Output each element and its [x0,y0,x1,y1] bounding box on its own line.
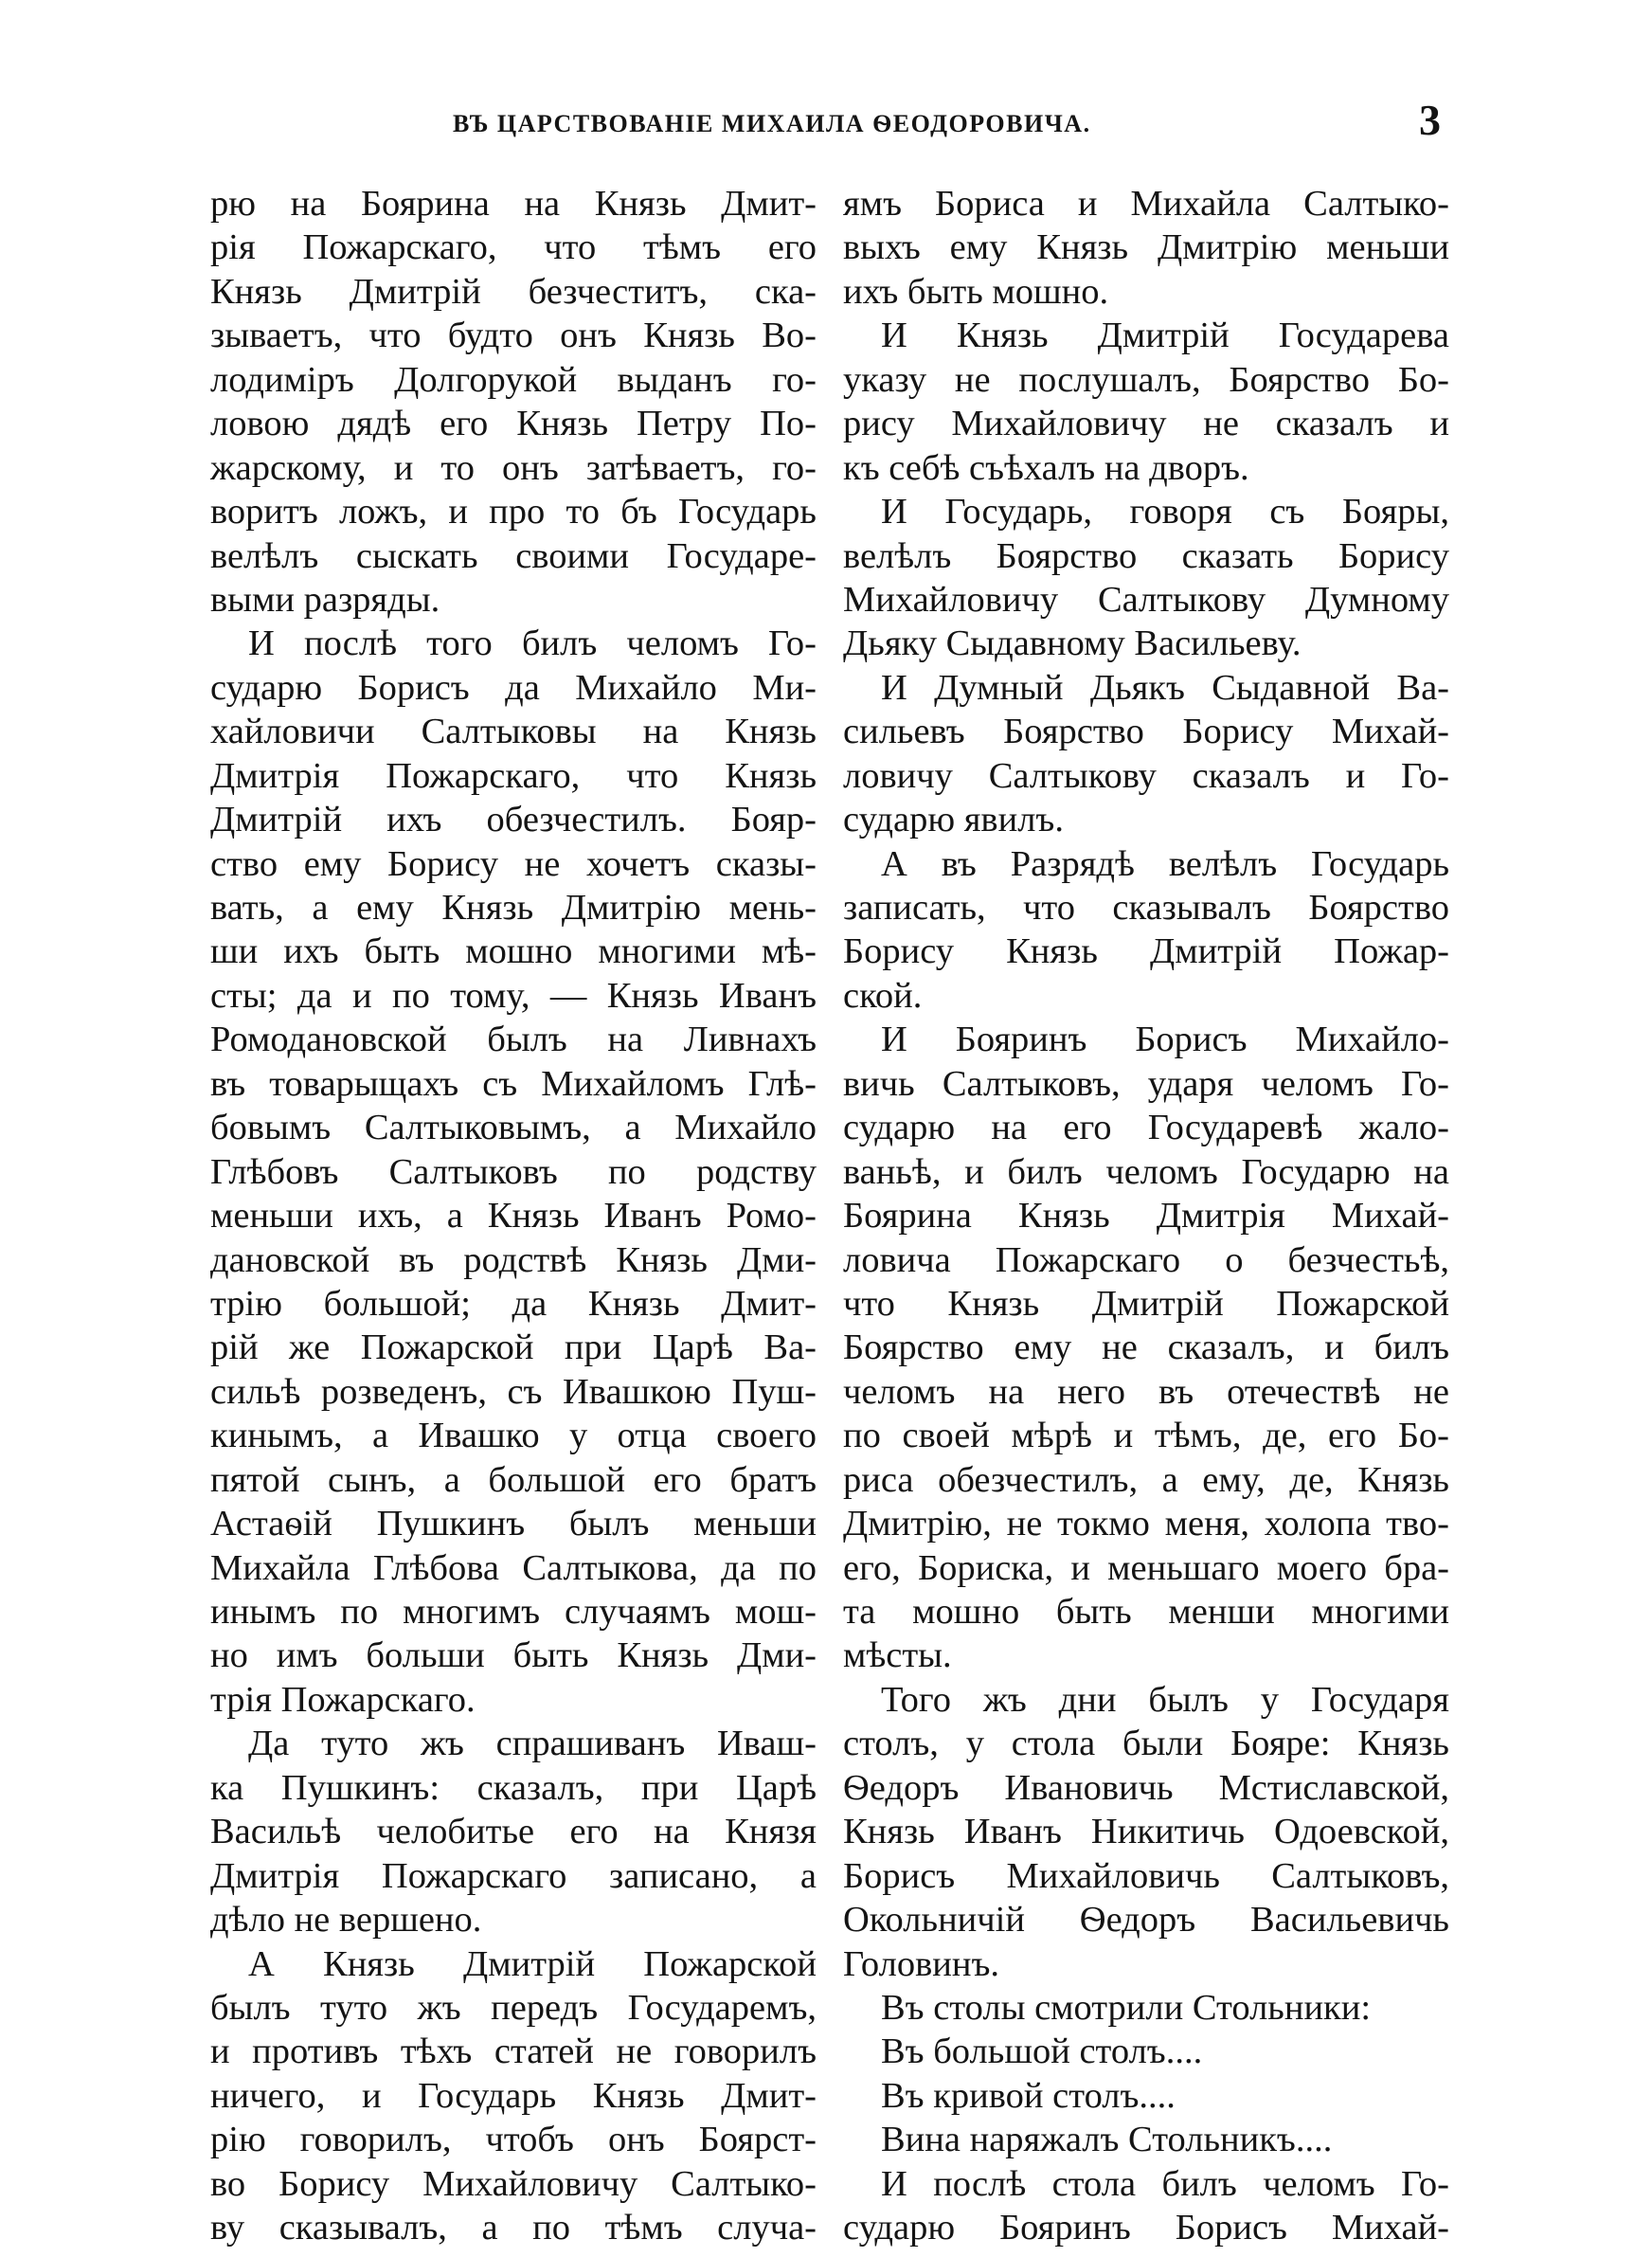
text-line: сильѣ розведенъ, съ Ивашкою Пуш- [210,1371,817,1412]
text-line: столъ, у стола были Бояре: Князь [843,1724,1449,1764]
text-line: Глѣбовъ Салтыковъ по родству [210,1151,817,1192]
text-line: трію большой; да Князь Дмит- [210,1283,817,1324]
page-header [0,96,1652,159]
text-line: жарскому, и то онъ затѣваетъ, го- [210,447,817,488]
text-line: велѣлъ Боярство сказать Борису [843,535,1449,576]
text-line: дѣло не вершено. [210,1900,482,1941]
text-line: рю на Боярина на Князь Дмит- [210,184,817,224]
text-line: Окольничій Ѳедоръ Васильевичь [843,1900,1449,1941]
text-line: И Думный Дьякъ Сыдавной Ва- [881,667,1449,708]
text-line: рису Михайловичу не сказалъ и [843,404,1449,444]
text-line: Ромодановской былъ на Ливнахъ [210,1020,817,1060]
text-line: Борису Князь Дмитрій Пожар- [843,931,1449,972]
text-line: дановской въ родствѣ Князь Дми- [210,1239,817,1280]
text-line: сударю на его Государевѣ жало- [843,1108,1449,1148]
text-line: сударю Бояринъ Борисъ Михай- [843,2208,1449,2248]
text-line: И Государь, говоря съ Бояры, [881,492,1449,533]
text-line: къ себѣ съѣхалъ на дворъ. [843,447,1249,488]
text-line: Дмитрію, не токмо меня, холопа тво- [843,1504,1449,1544]
text-line: сильевъ Боярство Борису Михай- [843,712,1449,752]
text-line: во Борису Михайловичу Салтыко- [210,2163,817,2204]
running-title: ВЪ ЦАРСТВОВАНІЕ МИХАИЛА ѲЕОДОРОВИЧА. [453,110,1091,137]
text-line: лодиміръ Долгорукой выданъ го- [210,359,817,400]
text-line: Да туто жъ спрашиванъ Иваш- [248,1724,817,1764]
text-line: трія Пожарскаго. [210,1679,476,1720]
text-line: рій же Пожарской при Царѣ Ва- [210,1327,817,1368]
text-line: ловою дядѣ его Князь Петру По- [210,404,817,444]
text-line: указу не послушалъ, Боярство Бо- [843,359,1449,400]
text-line: воритъ ложъ, и про то бъ Государь [210,492,817,533]
text-line: Дмитрій ихъ обезчестилъ. Бояр- [210,800,817,840]
text-line: выхъ ему Князь Дмитрію меньши [843,227,1449,268]
text-line: рія Пожарскаго, что тѣмъ его [210,227,817,268]
text-line: Боярина Князь Дмитрія Михай- [843,1196,1449,1237]
left-text-column [210,182,817,2250]
text-line: что Князь Дмитрій Пожарской [843,1283,1449,1324]
text-line: Головинъ. [843,1943,999,1984]
text-line: Васильѣ челобитье его на Князя [210,1812,817,1852]
text-line: ши ихъ быть мошно многими мѣ- [210,931,817,972]
text-line: по своей мѣрѣ и тѣмъ, де, его Бо- [843,1416,1449,1456]
text-line: ямъ Бориса и Михайла Салтыко- [843,184,1449,224]
text-line: Михайловичу Салтыкову Думному [843,579,1449,620]
text-line: его, Бориска, и меньшаго моего бра- [843,1547,1449,1588]
text-line: ву сказывалъ, а по тѣмъ случа- [210,2208,817,2248]
text-line: но имъ больши быть Князь Дми- [210,1635,817,1676]
text-line: ство ему Борису не хочетъ сказы- [210,843,817,884]
text-line: Михайла Глѣбова Салтыкова, да по [210,1547,817,1588]
text-line: и противъ тѣхъ статей не говорилъ [210,2031,817,2072]
text-line: Вина наряжалъ Стольникъ.... [881,2120,1333,2160]
text-line: ловичу Салтыкову сказалъ и Го- [843,755,1449,796]
text-line: И Бояринъ Борисъ Михайло- [881,1020,1449,1060]
text-line: И послѣ стола билъ челомъ Го- [881,2163,1449,2204]
text-line: записать, что сказывалъ Боярство [843,888,1449,928]
text-line: Дьяку Сыдавному Васильеву. [843,623,1302,664]
text-line: Дмитрія Пожарскаго, что Князь [210,755,817,796]
text-line: Дмитрія Пожарскаго записано, а [210,1855,817,1896]
text-line: Ѳедоръ Ивановичь Мстиславской, [843,1767,1449,1808]
text-line: И послѣ того билъ челомъ Го- [248,623,817,664]
text-line: кинымъ, а Ивашко у отца своего [210,1416,817,1456]
text-line: въ товарыщахъ съ Михайломъ Глѣ- [210,1063,817,1104]
text-line: сударю Борисъ да Михайло Ми- [210,667,817,708]
text-line: Астаѳій Пушкинъ былъ меньши [210,1504,817,1544]
right-text-column [843,182,1449,2250]
text-line: А въ Разрядѣ велѣлъ Государь [881,843,1449,884]
text-line: ловича Пожарскаго о безчестьѣ, [843,1239,1449,1280]
text-line: Боярство ему не сказалъ, и билъ [843,1327,1449,1368]
text-line: сударю явилъ. [843,800,1064,840]
text-line: риса обезчестилъ, а ему, де, Князь [843,1459,1449,1500]
text-line: Въ большой столъ.... [881,2031,1203,2072]
text-line: Того жъ дни былъ у Государя [881,1679,1449,1720]
text-line: меньши ихъ, а Князь Иванъ Ромо- [210,1196,817,1237]
text-line: та мошно быть менши многими [843,1592,1449,1632]
text-line: И Князь Дмитрій Государева [881,316,1449,356]
text-line: пятой сынъ, а большой его братъ [210,1459,817,1500]
text-line: вать, а ему Князь Дмитрію мень- [210,888,817,928]
text-line: А Князь Дмитрій Пожарской [248,1943,817,1984]
text-line: былъ туто жъ передъ Государемъ, [210,1987,817,2028]
text-line: Въ столы смотрили Стольники: [881,1987,1372,2028]
text-line: велѣлъ сыскать своими Государе- [210,535,817,576]
text-line: Борисъ Михайловичь Салтыковъ, [843,1855,1449,1896]
text-line: ской. [843,975,923,1016]
text-line: Въ кривой столъ.... [881,2075,1176,2116]
text-line: Князь Дмитрій безчеститъ, ска- [210,271,817,312]
text-line: ихъ быть мошно. [843,271,1109,312]
text-line: инымъ по многимъ случаямъ мош- [210,1592,817,1632]
text-line: ка Пушкинъ: сказалъ, при Царѣ [210,1767,817,1808]
text-line: Князь Иванъ Никитичь Одоевской, [843,1812,1449,1852]
text-line: рію говорилъ, чтобъ онъ Боярст- [210,2120,817,2160]
text-line: зываетъ, что будто онъ Князь Во- [210,316,817,356]
text-line: ваньѣ, и билъ челомъ Государю на [843,1151,1449,1192]
text-line: вичь Салтыковъ, ударя челомъ Го- [843,1063,1449,1104]
text-line: челомъ на него въ отечествѣ не [843,1371,1449,1412]
text-line: сты; да и по тому, — Князь Иванъ [210,975,817,1016]
text-line: ничего, и Государь Князь Дмит- [210,2075,817,2116]
text-line: выми разряды. [210,579,440,620]
text-line: хайловичи Салтыковы на Князь [210,712,817,752]
text-line: бовымъ Салтыковымъ, а Михайло [210,1108,817,1148]
page-number: 3 [1419,96,1441,144]
text-line: мѣсты. [843,1635,952,1676]
